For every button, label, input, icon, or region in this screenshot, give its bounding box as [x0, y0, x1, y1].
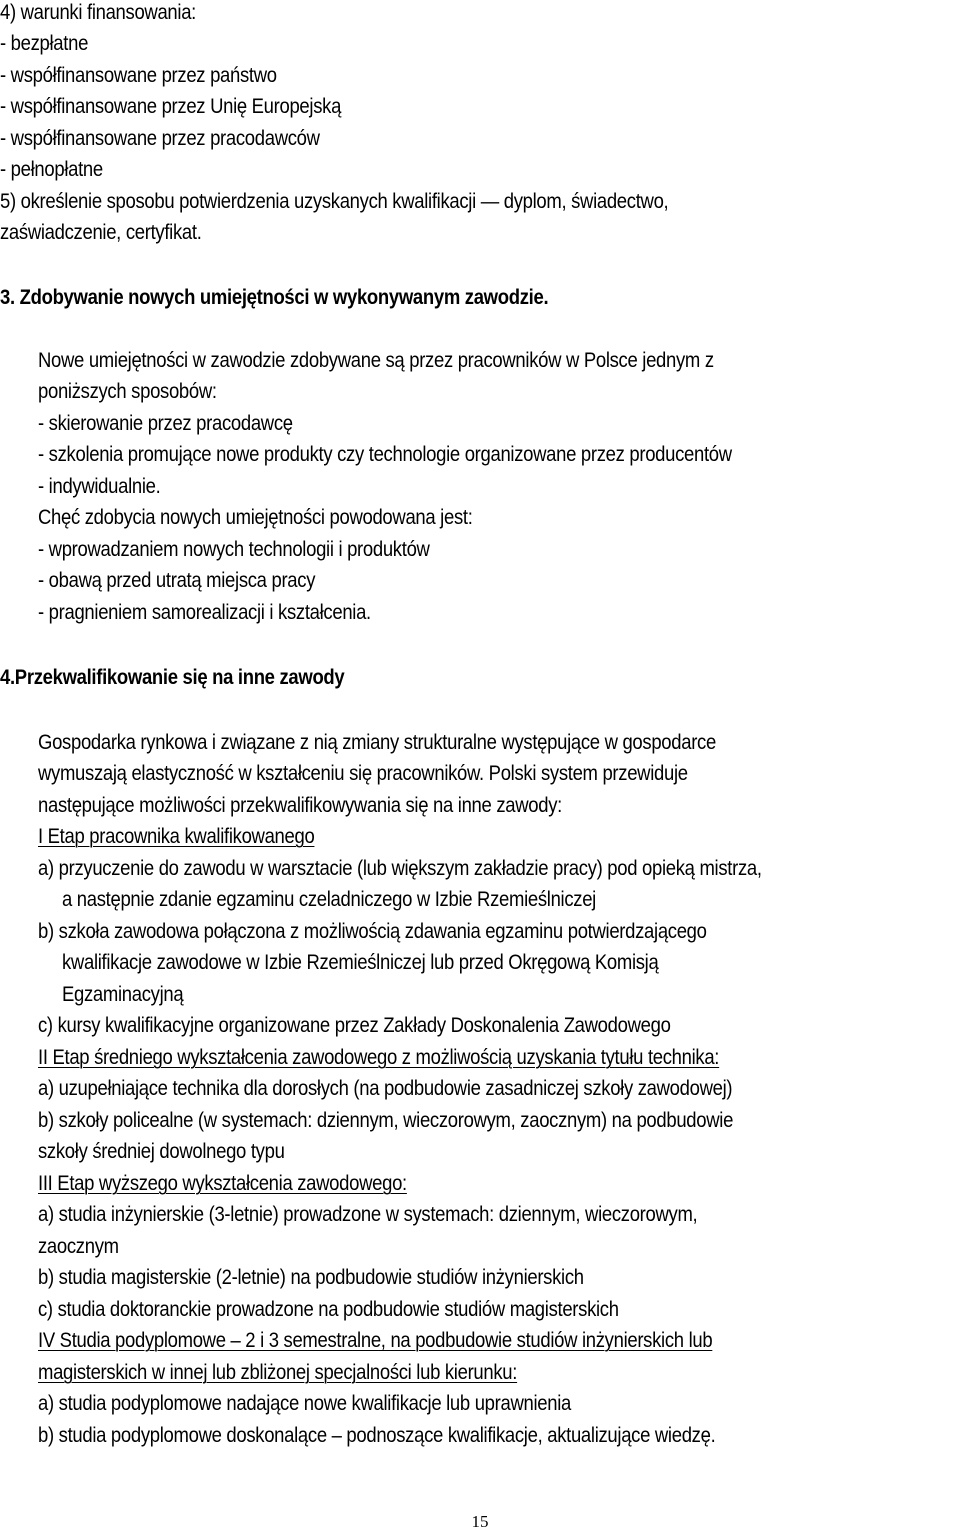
- stage-3-title: III Etap wyższego wykształcenia zawodowego:: [38, 1172, 407, 1195]
- list-item: - bezpłatne: [0, 32, 89, 55]
- financing-heading: 4) warunki finansowania:: [0, 1, 197, 24]
- paragraph-line: Nowe umiejętności w zawodzie zdobywane są przez pracowników w Polsce jednym z: [38, 349, 714, 372]
- list-item: - obawą przed utratą miejsca pracy: [38, 569, 316, 592]
- list-item: b) szkoły policealne (w systemach: dziennym, wieczorowym, zaocznym) na podbudowie: [38, 1109, 734, 1132]
- list-item: - współfinansowane przez Unię Europejską: [0, 95, 342, 118]
- list-item: - współfinansowane przez pracodawców: [0, 127, 320, 150]
- list-item: a) studia inżynierskie (3-letnie) prowadzone w systemach: dziennym, wieczorowym,: [38, 1203, 698, 1226]
- list-item: - szkolenia promujące nowe produkty czy technologie organizowane przez producentów: [38, 443, 732, 466]
- stage-4-title: IV Studia podyplomowe – 2 i 3 semestralne, na podbudowie studiów inżynierskich lub: [38, 1329, 713, 1352]
- list-item: a) studia podyplomowe nadające nowe kwalifikacje lub uprawnienia: [38, 1392, 571, 1415]
- list-item: b) studia podyplomowe doskonalące – podnoszące kwalifikacje, aktualizujące wiedzę.: [38, 1424, 716, 1447]
- stage-4-title-continuation: magisterskich w innej lub zbliżonej specjalności lub kierunku:: [38, 1361, 518, 1384]
- list-item: c) studia doktoranckie prowadzone na podbudowie studiów magisterskich: [38, 1298, 619, 1321]
- paragraph-line: poniższych sposobów:: [38, 380, 217, 403]
- chapter-4-heading: 4.Przekwalifikowanie się na inne zawody: [0, 666, 345, 689]
- list-item: b) studia magisterskie (2-letnie) na podbudowie studiów inżynierskich: [38, 1266, 584, 1289]
- list-item-continuation: szkoły średniej dowolnego typu: [38, 1140, 285, 1163]
- list-item-continuation: kwalifikacje zawodowe w Izbie Rzemieślniczej lub przed Okręgową Komisją: [62, 951, 659, 974]
- paragraph-line: 5) określenie sposobu potwierdzenia uzyskanych kwalifikacji — dyplom, świadectwo,: [0, 190, 669, 213]
- list-item-continuation: a następnie zdanie egzaminu czeladniczego w Izbie Rzemieślniczej: [62, 888, 596, 911]
- list-item: - wprowadzaniem nowych technologii i produktów: [38, 538, 430, 561]
- list-item: - skierowanie przez pracodawcę: [38, 412, 293, 435]
- chapter-3-heading: 3. Zdobywanie nowych umiejętności w wykonywanym zawodzie.: [0, 286, 549, 309]
- paragraph-line: wymuszają elastyczność w kształceniu się pracowników. Polski system przewiduje: [38, 762, 688, 785]
- paragraph-line: zaświadczenie, certyfikat.: [0, 221, 202, 244]
- list-item: a) przyuczenie do zawodu w warsztacie (lub większym zakładzie pracy) pod opieką mistrza,: [38, 857, 762, 880]
- stage-1-title: I Etap pracownika kwalifikowanego: [38, 825, 315, 848]
- list-item: - pełnopłatne: [0, 158, 103, 181]
- paragraph-line: Chęć zdobycia nowych umiejętności powodowana jest:: [38, 506, 473, 529]
- list-item: b) szkoła zawodowa połączona z możliwością zdawania egzaminu potwierdzającego: [38, 920, 707, 943]
- list-item-continuation: Egzaminacyjną: [62, 983, 184, 1006]
- list-item: c) kursy kwalifikacyjne organizowane przez Zakłady Doskonalenia Zawodowego: [38, 1014, 671, 1037]
- list-item: a) uzupełniające technika dla dorosłych (na podbudowie zasadniczej szkoły zawodowej): [38, 1077, 733, 1100]
- list-item: - indywidualnie.: [38, 475, 161, 498]
- list-item: - pragnieniem samorealizacji i kształcenia.: [38, 601, 371, 624]
- stage-2-title: II Etap średniego wykształcenia zawodowego z możliwością uzyskania tytułu technika:: [38, 1046, 720, 1069]
- paragraph-line: następujące możliwości przekwalifikowywania się na inne zawody:: [38, 794, 562, 817]
- paragraph-line: Gospodarka rynkowa i związane z nią zmiany strukturalne występujące w gospodarce: [38, 731, 716, 754]
- page-number: 15: [471, 1512, 489, 1531]
- list-item: - współfinansowane przez państwo: [0, 64, 277, 87]
- list-item-continuation: zaocznym: [38, 1235, 119, 1258]
